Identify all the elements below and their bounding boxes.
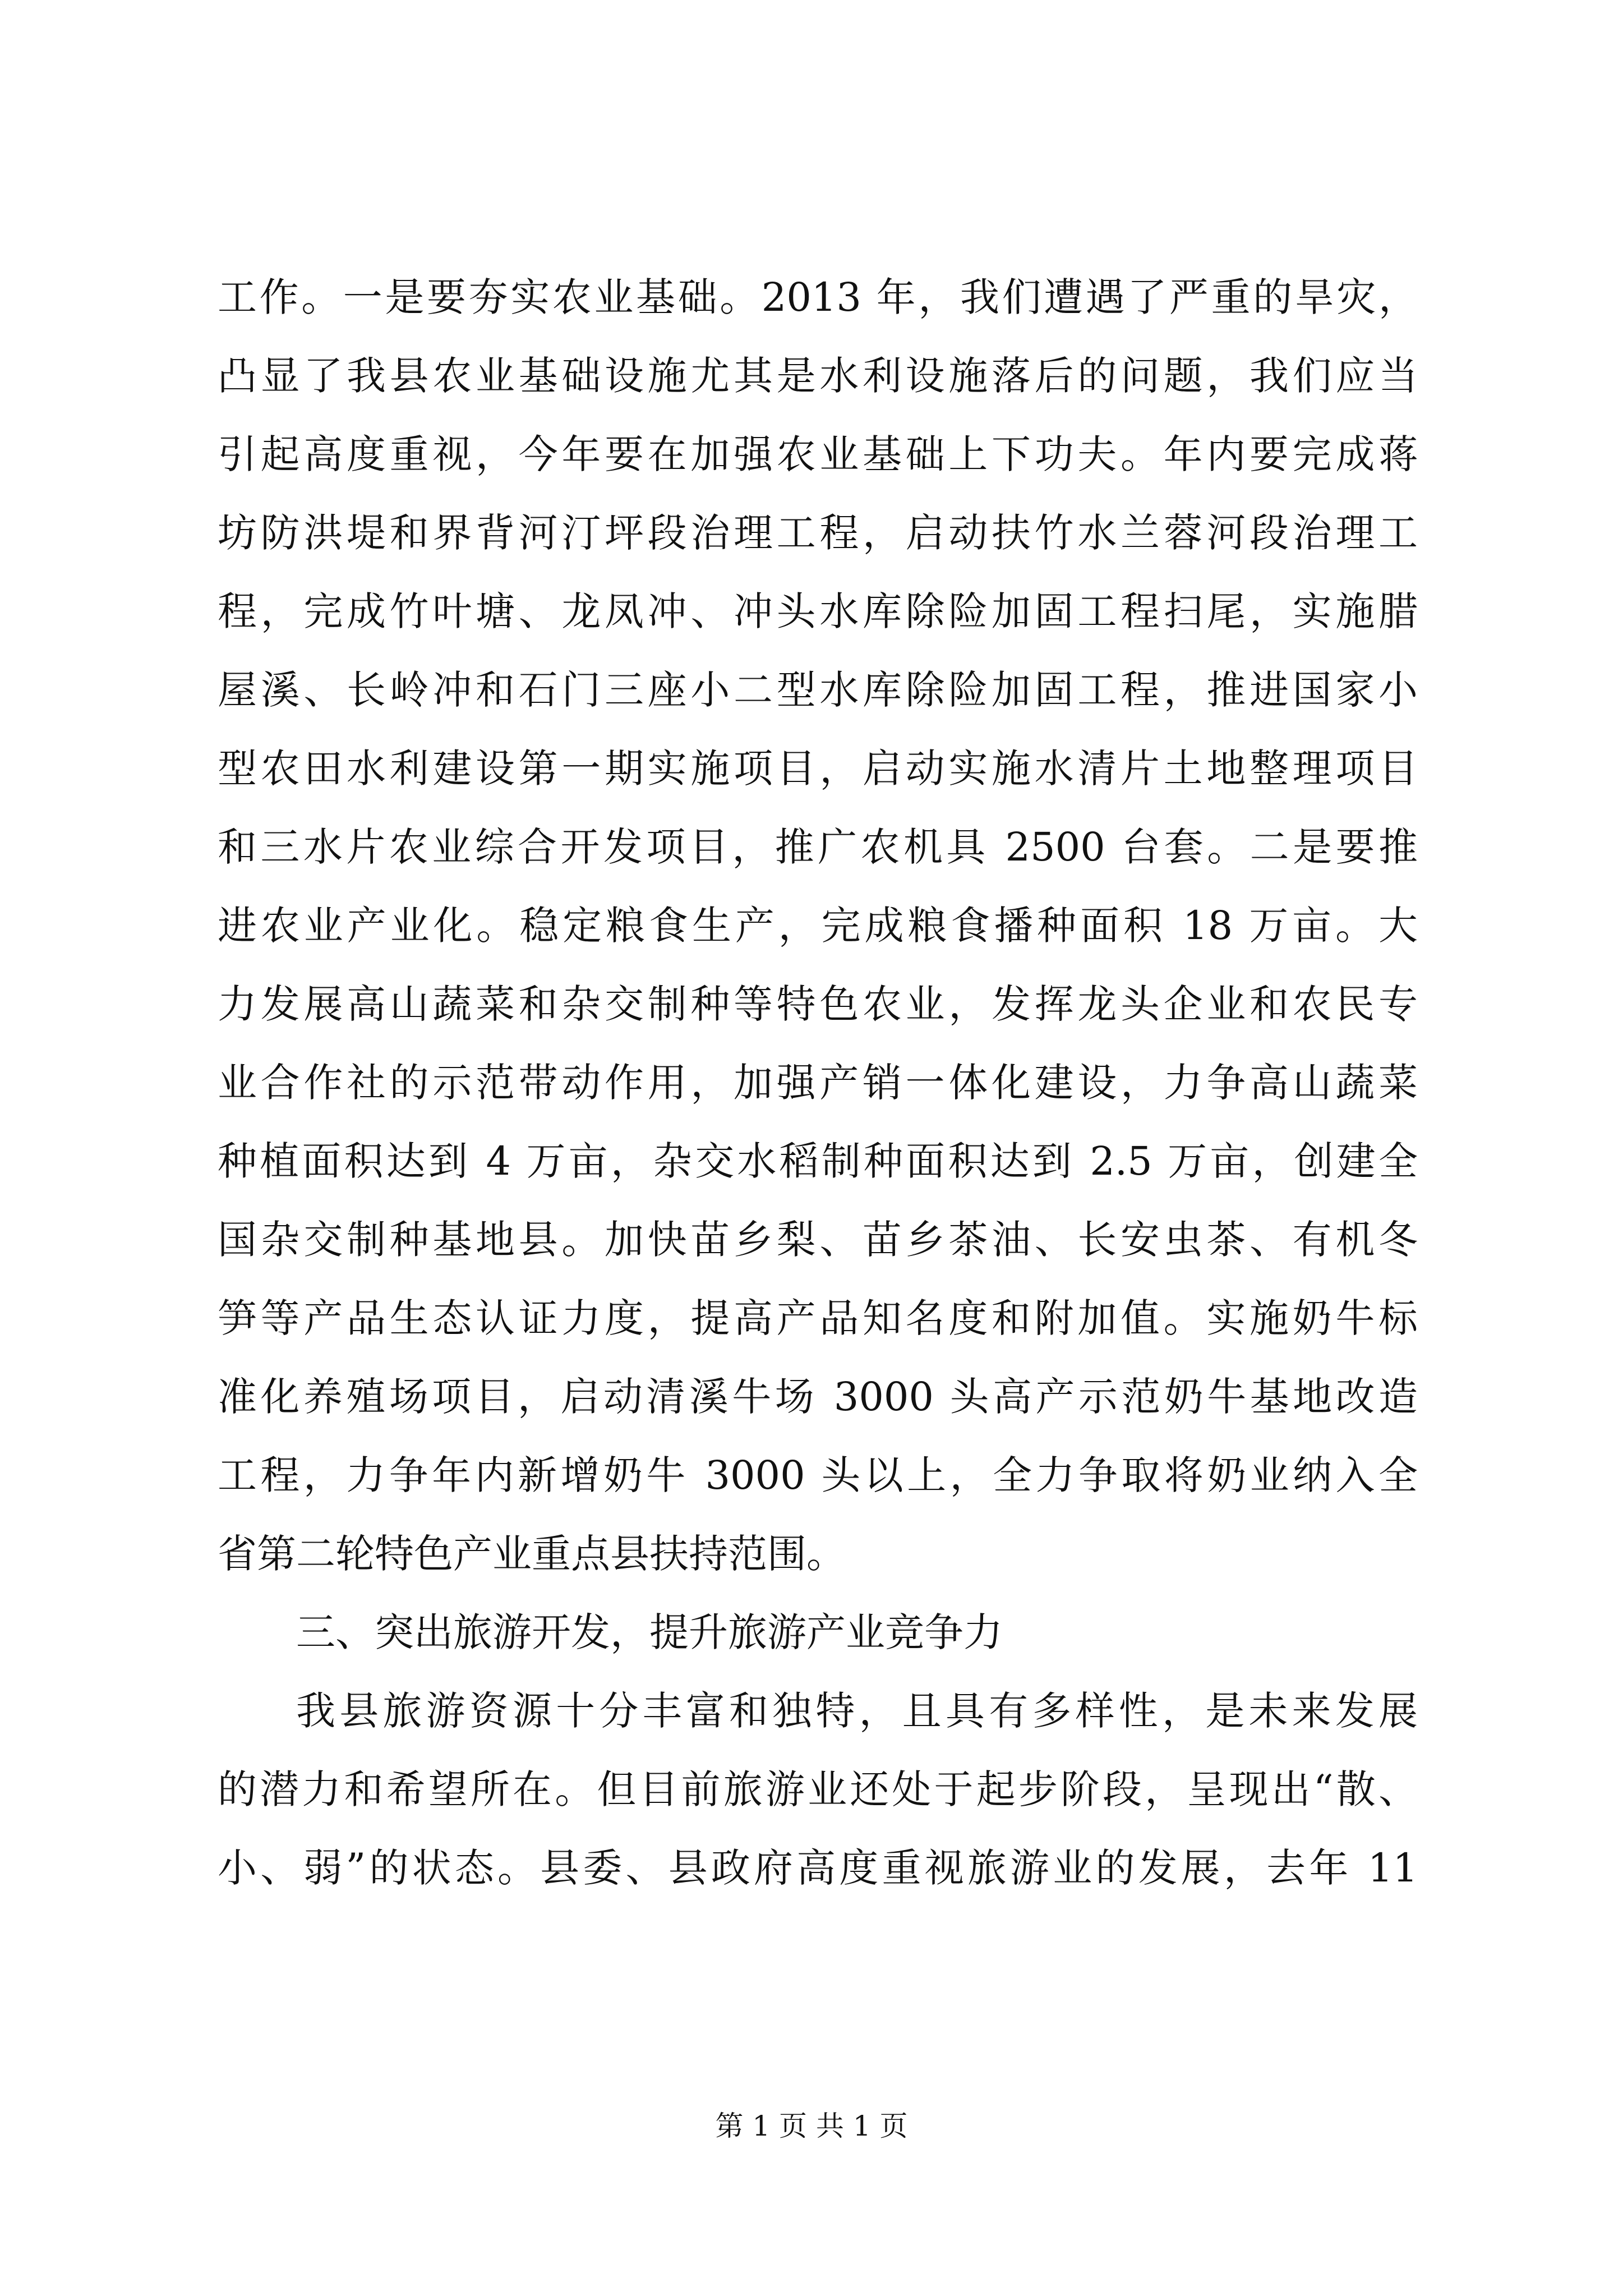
text-line: 工作。一是要夯实农业基础。2013 年，我们遭遇了严重的旱灾，: [218, 274, 1418, 320]
text-line: 的潜力和希望所在。但目前旅游业还处于起步阶段，呈现出“散、: [218, 1766, 1418, 1812]
text-line: 引起高度重视，今年要在加强农业基础上下功夫。年内要完成蒋: [218, 431, 1418, 477]
text-line: 程，完成竹叶塘、龙凤冲、冲头水库除险加固工程扫尾，实施腊: [218, 588, 1418, 634]
text-line: 坊防洪堤和界背河汀坪段治理工程，启动扶竹水兰蓉河段治理工: [218, 510, 1418, 556]
text-line: 国杂交制种基地县。加快苗乡梨、苗乡茶油、长安虫茶、有机冬: [218, 1217, 1418, 1263]
text-line: 和三水片农业综合开发项目，推广农机具 2500 台套。二是要推: [218, 824, 1418, 870]
section-heading: 三、突出旅游开发，提升旅游产业竞争力: [296, 1609, 1003, 1655]
text-line: 进农业产业化。稳定粮食生产，完成粮食播种面积 18 万亩。大: [218, 903, 1418, 949]
text-line: 业合作社的示范带动作用，加强产销一体化建设，力争高山蔬菜: [218, 1060, 1418, 1106]
page-number-label: 第 1 页 共 1 页: [715, 2110, 908, 2142]
text-line: 笋等产品生态认证力度，提高产品知名度和附加值。实施奶牛标: [218, 1295, 1418, 1341]
text-line: 工程，力争年内新增奶牛 3000 头以上，全力争取将奶业纳入全: [218, 1452, 1418, 1498]
page-footer: [0, 2109, 1623, 2143]
text-line: 我县旅游资源十分丰富和独特，且具有多样性，是未来发展: [296, 1688, 1418, 1734]
text-line: 小、弱”的状态。县委、县政府高度重视旅游业的发展，去年 11: [218, 1845, 1418, 1891]
text-line: 省第二轮特色产业重点县扶持范围。: [218, 1531, 846, 1577]
text-line: 力发展高山蔬菜和杂交制种等特色农业，发挥龙头企业和农民专: [218, 981, 1418, 1027]
text-line: 准化养殖场项目，启动清溪牛场 3000 头高产示范奶牛基地改造: [218, 1374, 1418, 1420]
text-line: 型农田水利建设第一期实施项目，启动实施水清片土地整理项目: [218, 746, 1418, 792]
text-line: 种植面积达到 4 万亩，杂交水稻制种面积达到 2.5 万亩，创建全: [218, 1138, 1418, 1184]
text-line: 屋溪、长岭冲和石门三座小二型水库除险加固工程，推进国家小: [218, 667, 1418, 713]
document-body: [218, 258, 1418, 1907]
text-line: 凸显了我县农业基础设施尤其是水利设施落后的问题，我们应当: [218, 353, 1418, 399]
